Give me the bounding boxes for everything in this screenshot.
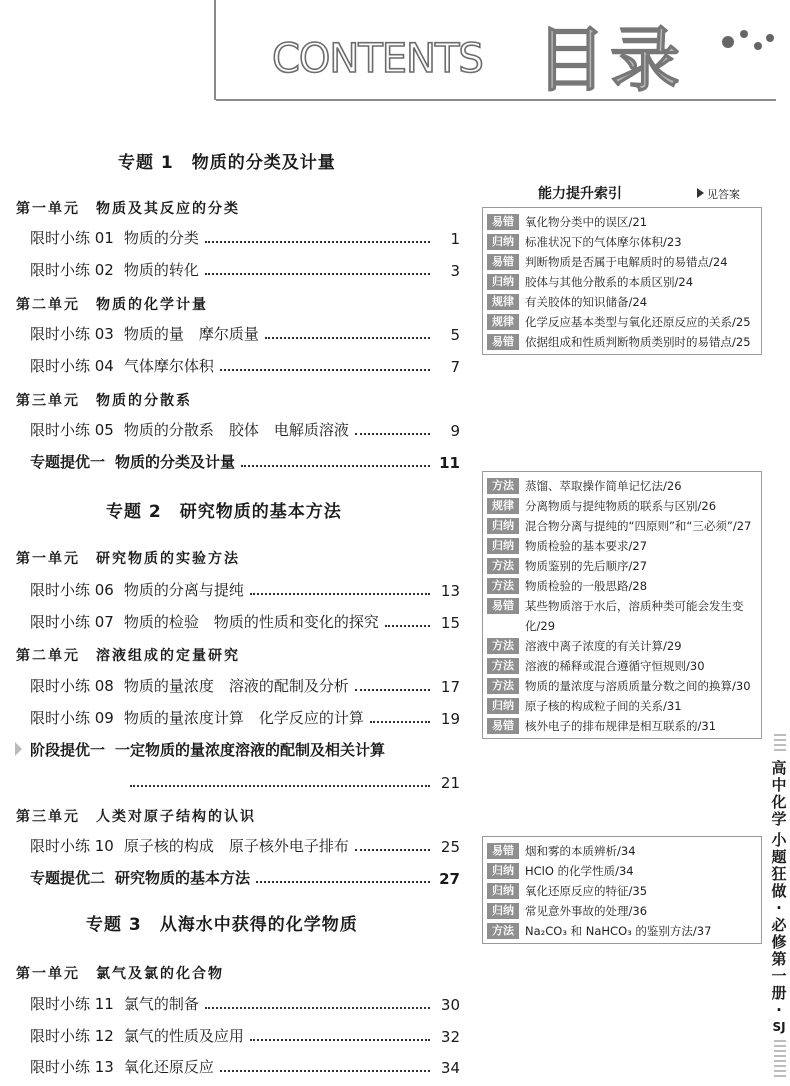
page-number: 21 [440,774,460,792]
index-tag: 归纳 [487,538,519,554]
index-item[interactable] [487,656,757,676]
toc-entry[interactable] [30,226,460,248]
entry-title: 物质的量浓度计算 化学反应的计算 [123,709,364,727]
index-tag: 方法 [487,558,519,574]
entry-title: 原子核的构成 原子核外电子排布 [123,837,349,855]
page-number: 27 [439,870,460,888]
entry-number: 限时小练 05 [30,421,114,439]
index-text: 物质检验的一般思路/28 [525,579,648,593]
index-tag: 归纳 [487,903,519,919]
index-item[interactable] [487,921,757,941]
dot-leader [205,1007,430,1009]
index-item[interactable] [487,312,757,332]
index-item[interactable] [487,292,757,312]
toc-entry[interactable] [30,258,460,280]
entry-number: 专题提优二 [30,869,106,887]
entry-title: 氧化还原反应 [123,1058,214,1076]
side-char: 小 [771,831,787,849]
side-char: 册 [771,984,787,1002]
index-text: 物质鉴别的先后顺序/27 [525,559,648,573]
index-text: 某些物质溶于水后，溶质种类可能会发生变化/29 [525,599,744,633]
index-item[interactable] [487,576,757,596]
toc-entry[interactable] [30,322,460,344]
index-item[interactable] [487,636,757,656]
page-number: 19 [440,710,460,728]
entry-number: 限时小练 01 [30,229,114,247]
entry-title: 物质的量浓度 溶液的配制及分析 [123,677,349,695]
index-item[interactable] [487,516,757,536]
toc-entry-stage-page[interactable] [30,770,460,792]
index-item[interactable] [487,332,757,352]
page-number: 30 [440,996,460,1014]
index-text: 分离物质与提纯物质的联系与区别/26 [525,499,717,513]
entry-title: 物质的分类 [123,229,199,247]
page-number: 9 [450,422,460,440]
index-title: 能力提升索引 [538,186,622,202]
side-bars-top [774,734,786,754]
side-char: 高 [771,759,787,777]
side-char: 狂 [771,865,787,883]
index-box-topic-1 [482,207,762,355]
toc-entry[interactable] [30,354,460,376]
index-text: 溶液的稀释或混合遵循守恒规则/30 [525,659,705,673]
index-tag: 归纳 [487,863,519,879]
entry-number: 限时小练 13 [30,1058,114,1076]
index-note [697,186,740,202]
index-text: 物质的量浓度与溶质质量分数之间的换算/30 [525,679,751,693]
side-char: 做 [771,882,787,900]
index-item[interactable] [487,861,757,881]
page-number: 34 [440,1059,460,1077]
dot-leader [256,881,430,883]
index-tag: 易错 [487,334,519,350]
index-text: 混合物分离与提纯的“四原则”和“三必须”/27 [525,519,752,533]
index-item[interactable] [487,272,757,292]
index-tag: 易错 [487,718,519,734]
toc-entry-review[interactable] [30,450,460,472]
index-text: 依据组成和性质判断物质类别时的易错点/25 [525,335,751,349]
index-tag: 规律 [487,294,519,310]
topic-3-title: 专题 3 从海水中获得的化学物质 [86,915,358,935]
index-text: 氧化物分类中的误区/21 [525,215,648,229]
toc-entry[interactable] [30,578,460,600]
dot-leader [355,689,430,691]
dot-leader [130,785,430,787]
topic-2-title: 专题 2 研究物质的基本方法 [106,502,342,522]
index-text: 溶液中离子浓度的有关计算/29 [525,639,682,653]
side-char: 题 [771,848,787,866]
page-number: 25 [440,838,460,856]
header-chinese-title: 目录 [536,19,684,101]
page-number: 1 [450,230,460,248]
entry-title: 物质的分散系 胶体 电解质溶液 [123,421,349,439]
entry-title: 物质的分类及计量 [115,453,236,471]
entry-number: 限时小练 06 [30,581,114,599]
entry-number: 专题提优一 [30,453,106,471]
page-number: 5 [450,326,460,344]
side-char: · [776,899,782,917]
index-tag: 方法 [487,578,519,594]
index-tag: 易错 [487,598,519,614]
side-char: SJ [772,1020,786,1034]
side-char: 修 [771,933,787,951]
index-text: HClO 的化学性质/34 [525,864,634,878]
index-tag: 归纳 [487,698,519,714]
index-tag: 方法 [487,638,519,654]
entry-number: 阶段提优一 [30,741,106,759]
header-divider [216,99,776,101]
index-text: Na₂CO₃ 和 NaHCO₃ 的鉴别方法/37 [525,924,712,938]
dot-leader [370,721,430,723]
toc-entry[interactable] [30,706,460,728]
index-item[interactable] [487,212,757,232]
entry-title: 氯气的制备 [123,995,199,1013]
stage-marker-icon [15,742,22,756]
index-text: 蒸馏、萃取操作简单记忆法/26 [525,479,682,493]
entry-title: 物质的转化 [123,261,199,279]
header-english-title: CONTENTS [272,36,483,82]
index-text: 标准状况下的气体摩尔体积/23 [525,235,682,249]
dot-leader [355,433,430,435]
index-item[interactable] [487,496,757,516]
index-tag: 易错 [487,254,519,270]
index-tag: 归纳 [487,883,519,899]
index-text: 烟和雾的本质辨析/34 [525,844,636,858]
side-char: 第 [771,950,787,968]
index-tag: 方法 [487,678,519,694]
unit-heading: 第三单元 物质的分散系 [16,393,192,409]
index-text: 物质检验的基本要求/27 [525,539,648,553]
index-text: 判断物质是否属于电解质时的易错点/24 [525,255,728,269]
dot-leader [220,1070,430,1072]
side-char: 一 [771,967,787,985]
dot-leader [355,849,430,851]
index-text: 胶体与其他分散系的本质区别/24 [525,275,694,289]
index-item[interactable] [487,476,757,496]
toc-entry[interactable] [30,418,460,440]
index-box-topic-3 [482,836,762,944]
page-number: 15 [440,614,460,632]
dot-leader [241,465,430,467]
side-char: 必 [771,916,787,934]
index-item[interactable] [487,881,757,901]
entry-number: 限时小练 07 [30,613,114,631]
entry-title: 气体摩尔体积 [123,357,214,375]
toc-entry[interactable] [30,834,460,856]
toc-entry[interactable] [30,610,460,632]
page-number: 3 [450,262,460,280]
toc-entry[interactable] [30,1024,460,1046]
side-char: · [776,1001,782,1019]
index-text: 氧化还原反应的特征/35 [525,884,648,898]
toc-entry-stage-title[interactable] [30,738,460,760]
side-book-label [768,760,790,1036]
entry-number: 限时小练 10 [30,837,114,855]
index-tag: 易错 [487,843,519,859]
index-tag: 方法 [487,478,519,494]
page-number: 32 [440,1028,460,1046]
entry-number: 限时小练 08 [30,677,114,695]
index-item[interactable] [487,696,757,716]
toc-entry-review[interactable] [30,866,460,888]
unit-heading: 第三单元 人类对原子结构的认识 [16,809,256,825]
topic-1-title: 专题 1 物质的分类及计量 [118,153,336,173]
index-text: 核外电子的排布规律是相互联系的/31 [525,719,717,733]
dot-leader [265,337,430,339]
index-tag: 归纳 [487,518,519,534]
index-item[interactable] [487,596,757,636]
unit-heading: 第二单元 溶液组成的定量研究 [16,648,240,664]
index-box-topic-2 [482,471,762,739]
index-text: 化学反应基本类型与氧化还原反应的关系/25 [525,315,751,329]
side-char: 中 [771,776,787,794]
header-divider-vertical [214,0,216,100]
dot-leader [385,625,430,627]
dot-leader [220,369,430,371]
index-tag: 方法 [487,658,519,674]
index-item[interactable] [487,556,757,576]
index-item[interactable] [487,252,757,272]
page-number: 11 [439,454,460,472]
index-tag: 归纳 [487,234,519,250]
entry-title: 物质的检验 物质的性质和变化的探究 [123,613,379,631]
index-tag: 规律 [487,498,519,514]
entry-number: 限时小练 03 [30,325,114,343]
toc-entry[interactable] [30,1055,460,1077]
unit-heading: 第一单元 研究物质的实验方法 [16,551,240,567]
unit-heading: 第一单元 物质及其反应的分类 [16,201,240,217]
entry-number: 限时小练 09 [30,709,114,727]
entry-number: 限时小练 11 [30,995,114,1013]
index-item[interactable] [487,716,757,736]
index-item[interactable] [487,536,757,556]
index-tag: 归纳 [487,274,519,290]
page-header [0,0,790,110]
entry-title: 一定物质的量浓度溶液的配制及相关计算 [115,741,386,759]
index-text: 有关胶体的知识储备/24 [525,295,648,309]
dot-leader [205,241,430,243]
index-note-text: 见答案 [707,188,740,201]
index-tag: 方法 [487,923,519,939]
toc-entry[interactable] [30,674,460,696]
index-item[interactable] [487,676,757,696]
index-tag: 规律 [487,314,519,330]
index-tag: 易错 [487,214,519,230]
side-char: 化 [771,793,787,811]
dot-leader [205,273,430,275]
dot-leader [250,593,430,595]
index-text: 常见意外事故的处理/36 [525,904,648,918]
entry-title: 氯气的性质及应用 [123,1027,244,1045]
toc-entry[interactable] [30,992,460,1014]
unit-heading: 第二单元 物质的化学计量 [16,297,208,313]
entry-number: 限时小练 02 [30,261,114,279]
entry-title: 研究物质的基本方法 [115,869,251,887]
dot-leader [250,1039,430,1041]
side-char: 学 [771,810,787,828]
index-item[interactable] [487,841,757,861]
entry-title: 物质的量 摩尔质量 [123,325,259,343]
triangle-right-icon [697,188,704,198]
index-item[interactable] [487,232,757,252]
side-bars-bottom [774,1040,786,1080]
index-item[interactable] [487,901,757,921]
entry-number: 限时小练 12 [30,1027,114,1045]
page-number: 17 [440,678,460,696]
unit-heading: 第一单元 氯气及氯的化合物 [16,966,224,982]
page-number: 13 [440,582,460,600]
index-text: 原子核的构成粒子间的关系/31 [525,699,682,713]
page-number: 7 [450,358,460,376]
entry-number: 限时小练 04 [30,357,114,375]
entry-title: 物质的分离与提纯 [123,581,244,599]
